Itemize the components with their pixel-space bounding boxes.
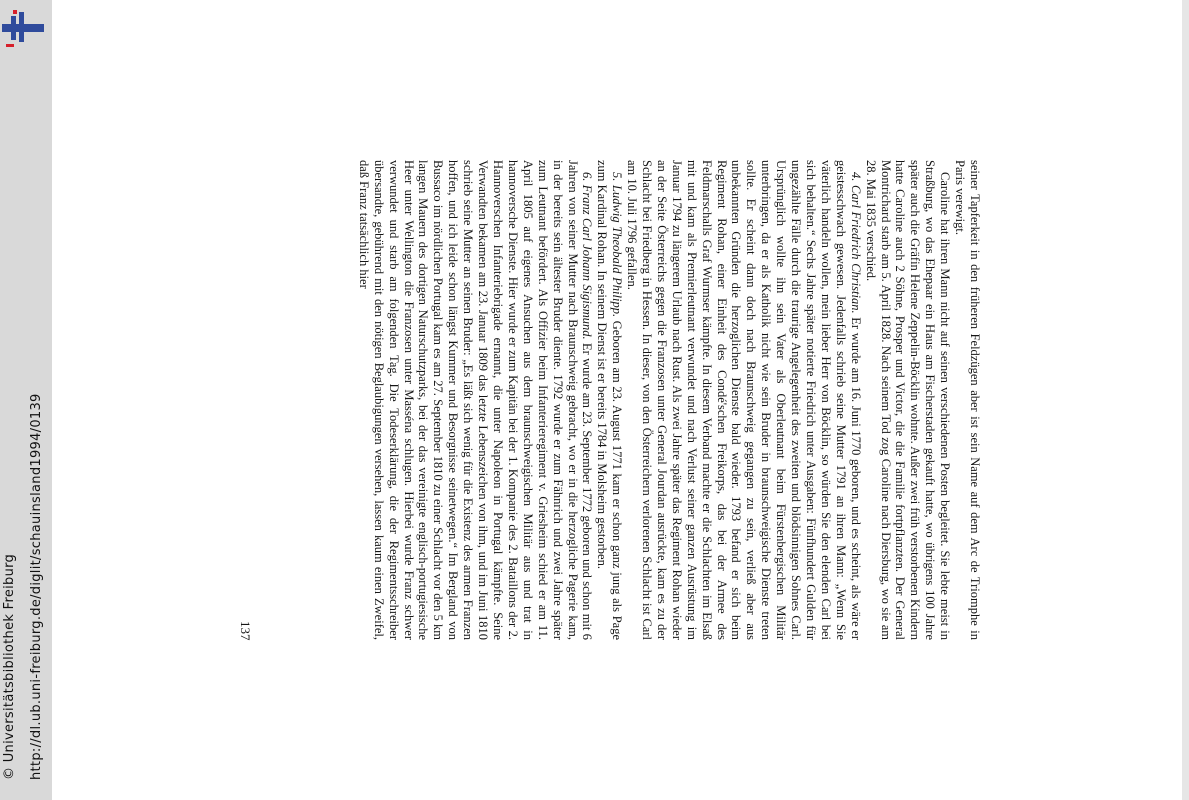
page-number: 137	[238, 621, 253, 641]
viewer-right-edge	[1182, 0, 1189, 800]
paragraph-text: Er wurde am 16. Juni 1770 geboren, und es scheint, als wäre er geistesschwach gewesen. Jedenfalls schrieb seine Mutter 1791 an ihren Mann: „Wenn Sie väterlich handeln wollen, mein lieber Herr von Böcklin, so würden Sie den elenden Carl bei sich behalten.“ Sechs Jahre später notierte Friedrich unter Ausgaben: Fünfhundert Gulden für ungezählte Fälle durch die traurige Angelegenheit des zweiten und blödsinnigen Sohnes Carl. Ursprünglich wollte ihn sein Vater als Oberleutnant beim Fürstenbergischen Militär unterbringen, da er als Katholik nicht wie sein Bruder in braunschweigische Dienste treten sollte. Er scheint dann doch nach Braunschweig gegangen zu sein, verließ aber aus unbekannten Gründen die herzoglichen Dienste bald wieder. 1793 befand er sich beim Regiment Rohan, einer Einheit des Condé'schen Freikorps, das bei der Armee des Feldmarschalls Graf Wurmser kämpfte. In diesem Verband machte er die Schlachten im Elsaß mit und kam als Premierleutnant verwundet und nach Verlust seiner ganzen Ausrüstung im Januar 1794 zu längerem Urlaub nach Rust. Als zwei Jahre später das Regiment Rohan wieder an der Seite Österreichs gegen die Franzosen unter General Jourdan ausrückte, kam es zu der Schlacht bei Friedberg in Hessen. In dieser, von den Österreichern verlorenen Schlacht ist Carl am 10. Juli 1796 gefallen.	[625, 160, 863, 640]
paragraph	[952, 160, 982, 640]
sidebar	[0, 0, 52, 800]
paragraph	[356, 160, 595, 640]
paragraph-text: Er wurde am 23. September 1772 geboren und schon mit 6 Jahren von seiner Mutter nach Braunschweig gebracht, wo er in die herzogliche Pagerie kam, in der bereits sein ältester Bruder diente. 1792 wurde er zum Fähnrich und zwei Jahre später zum Leutnant befördert. Als Offizier beim Infanterieregiment v. Griesheim schied er am 11. April 1805 auf eigenes Ansuchen aus dem braunschweigischen Militär aus und trat in hannoversche Dienste. Hier wurde er zum Kapitän bei der 1. Kompanie des 2. Bataillons der 2. Hannoverschen Infanteriebrigade ernannt, die unter Napoleon in Portugal kämpfte. Seine Verwandten bekamen am 23. Januar 1809 das letzte Lebenszeichen von ihm, und im Juni 1810 schrieb seine Mutter an seinen Bruder: „Es läßt sich wenig für die Existenz des armen Franzen hoffen, und ich leide schon längst Kummer und Besorgnisse seinetwegen.“ Im Bergland von Bussaco im nördlichen Portugal kam es am 27. September 1810 zu einer Schlacht vor den 5 km langen Mauern des dortigen Naturschutzparks, bei der das vereinigte englisch-portugiesische Heer unter Wellington die Franzosen unter Masséna schlugen. Hierbei wurde Franz schwer verwundet und starb am folgenden Tag. Die Todeserklärung, die der Regimentsschreiber übersandte, gebührend mit den nötigen Beglaubigungen versehen, lassen kaum einen Zweifel, daß Franz tatsächlich hier	[356, 160, 595, 640]
university-library-freiburg-logo-icon	[2, 6, 46, 50]
paragraph-label: 5. Ludwig Theobald Philipp.	[610, 172, 625, 318]
paragraph	[624, 160, 863, 640]
copyright-notice: © Universitätsbibliothek Freiburg	[2, 553, 17, 780]
paragraph-text: Geboren am 23. August 1771 kam er schon ganz jung als Page zum Kardinal Rohan. In seinem Dienst ist er bereits 1784 in Molsheim gestorben.	[595, 160, 625, 640]
paragraph-label: 6. Franz Carl Johann Sigismund.	[580, 172, 595, 340]
paragraph-text: seiner Tapferkeit in den früheren Feldzügen aber ist sein Name auf dem Arc de Triomphe in Paris verewigt.	[953, 160, 982, 640]
paragraph-label: 4. Carl Friedrich Christian.	[848, 172, 863, 314]
paragraph	[863, 160, 952, 640]
document-url[interactable]: http://dl.ub.uni-freiburg.de/diglit/schauinsland1994/0139	[29, 393, 44, 780]
paragraph-text: Caroline hat ihren Mann nicht auf seinen verschiedenen Posten begleitet. Sie lebte meist in Straßburg, wo das Ehepaar ein Haus am Fischerstaden gekauft hatte, wo übrigens 100 Jahre später auch die Gräfin Helene Zeppelin-Böcklin wohnte. Außer zwei früh verstorbenen Kindern hatte Caroline auch 2 Söhne, Prosper und Victor, die die Familie fortpflanzten. Der General Montrichard starb am 5. April 1828. Nach seinem Tod zog Caroline nach Diersburg, wo sie am 28. Mai 1835 verschied.	[863, 160, 953, 640]
page-text-body	[292, 160, 982, 640]
paragraph	[594, 160, 624, 640]
